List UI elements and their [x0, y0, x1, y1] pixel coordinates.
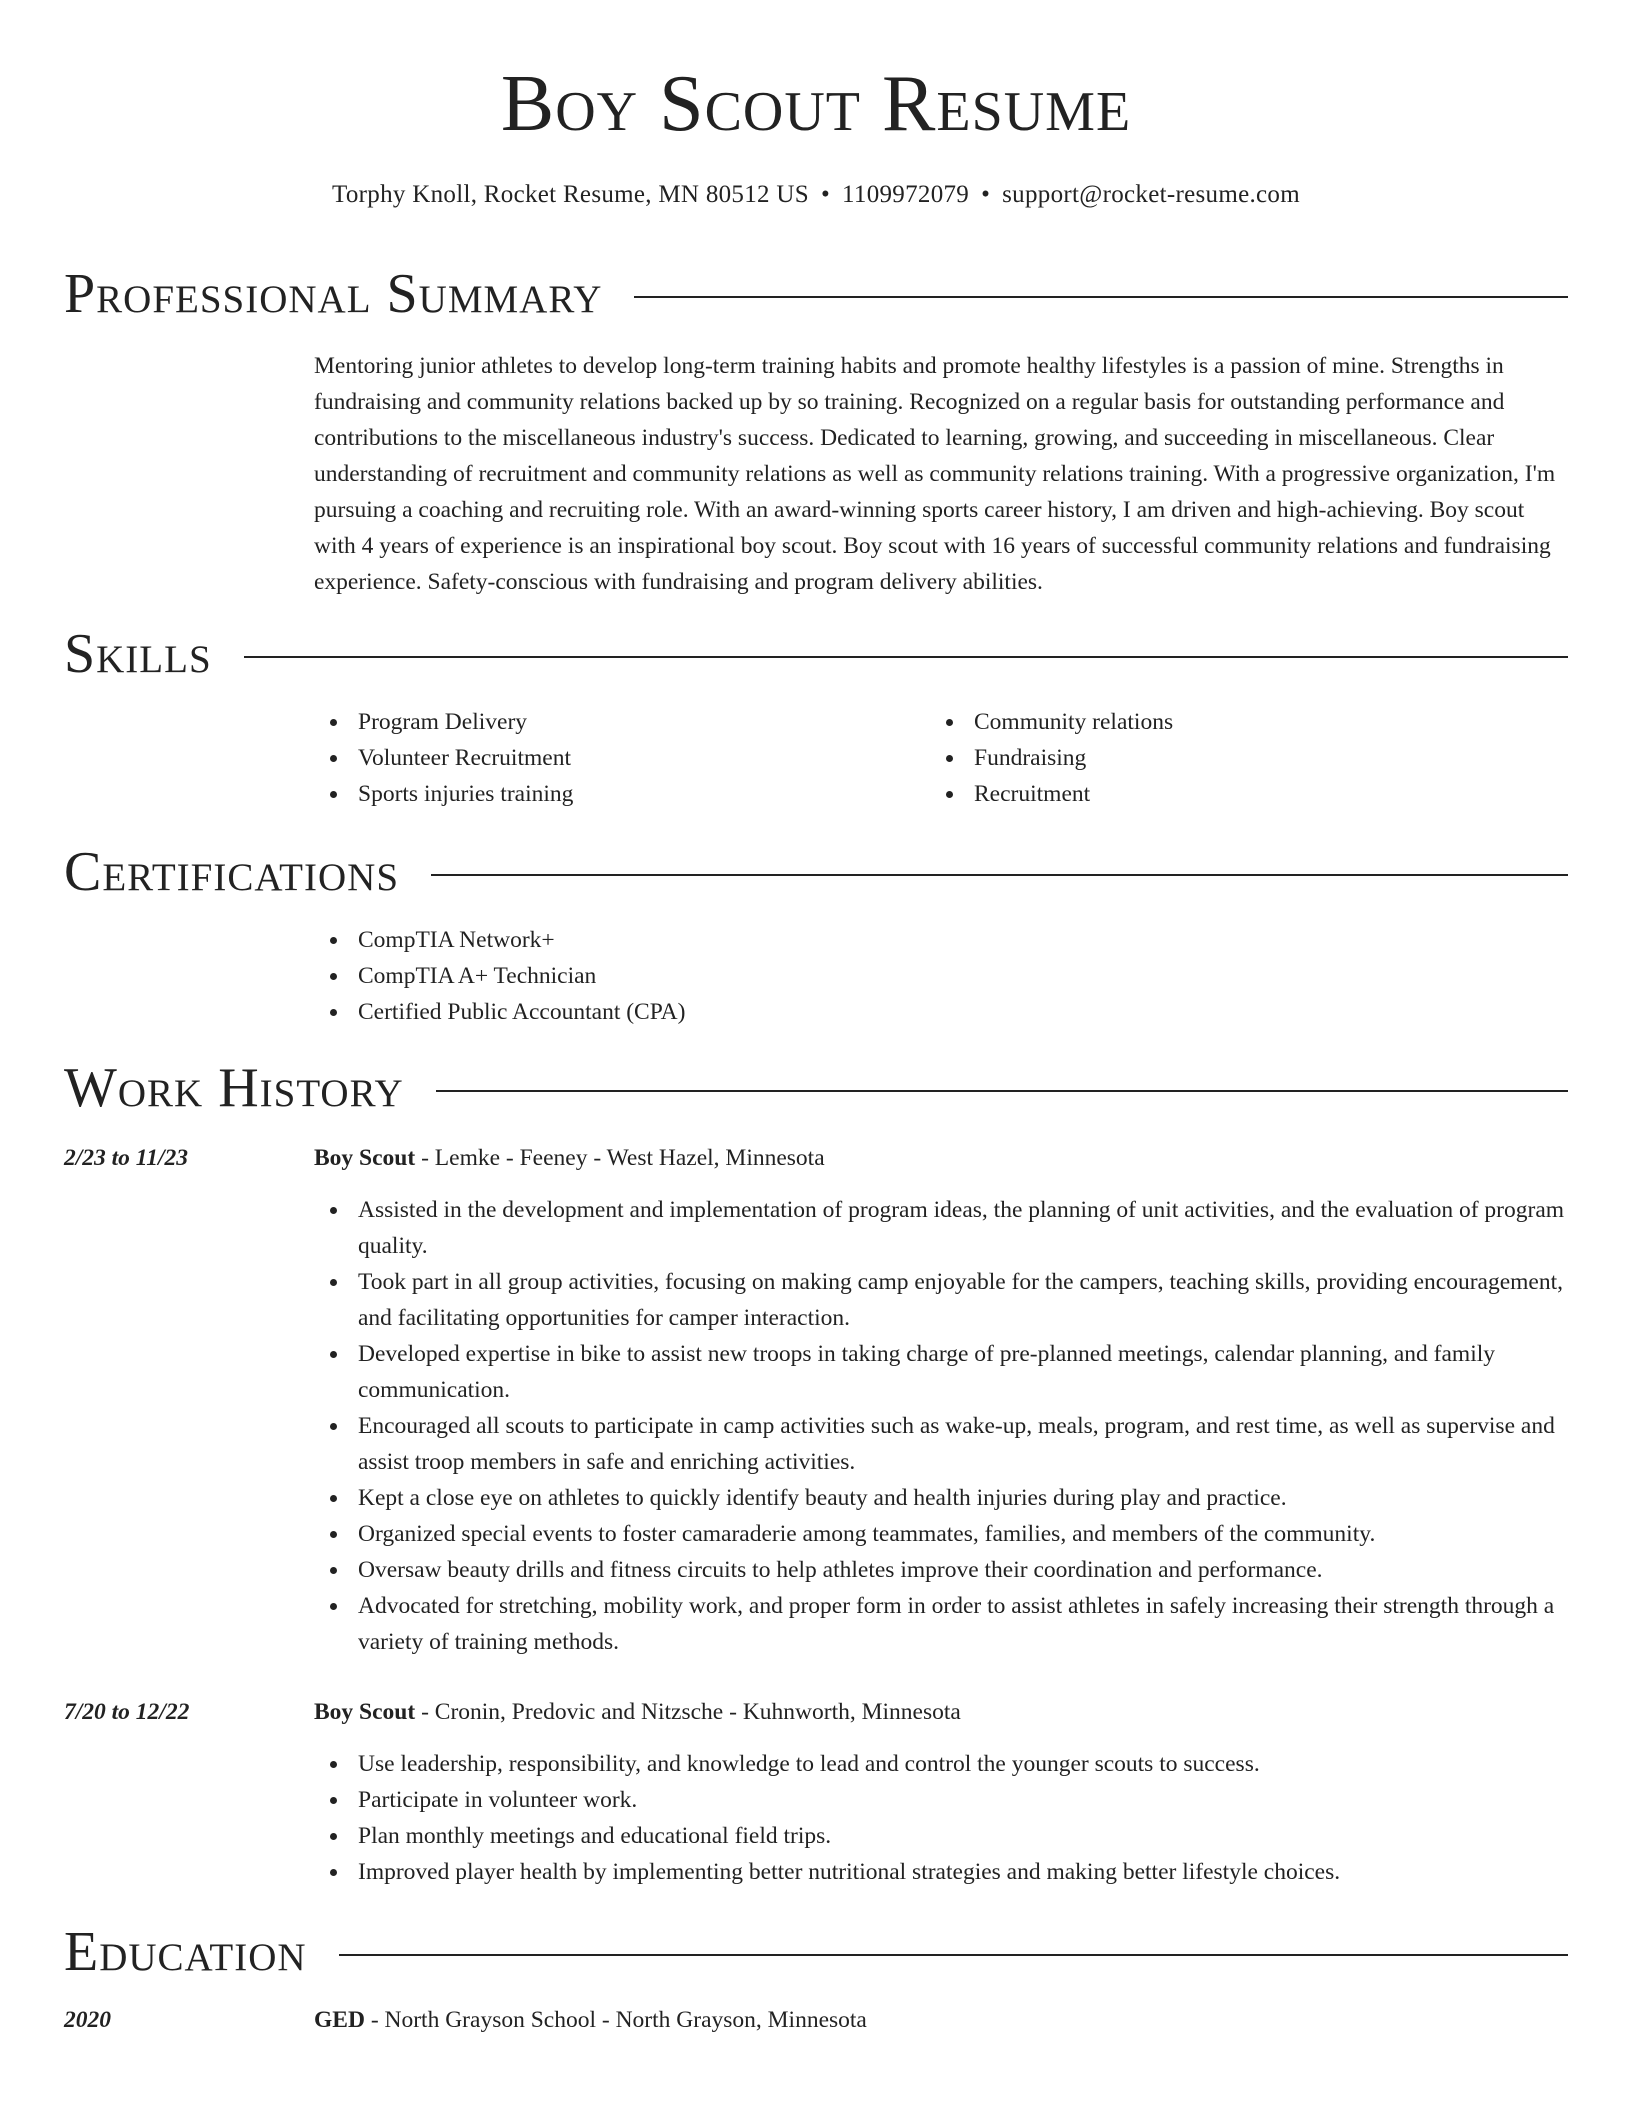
- summary-heading: Professional Summary: [64, 263, 603, 325]
- education-line: [314, 2002, 1568, 2038]
- job-bullets: [314, 1746, 1568, 1890]
- job-bullet: Kept a close eye on athletes to quickly identify beauty and health injuries during play and practice.: [314, 1480, 1568, 1516]
- summary-section-header: [64, 262, 1568, 326]
- summary-text: Mentoring junior athletes to develop long-term training habits and promote healthy lifestyles is a passion of mine. Strengths in fundraising and community relations backed up by so training. Recognized on a regular basis for outstanding performance and contributions to the miscellaneous industry's success. Dedicated to learning, growing, and succeeding in miscellaneous. Clear understanding of recruitment and community relations as well as community relations training. With a progressive organization, I'm pursuing a coaching and recruiting role. With an award-winning sports career history, I am driven and high-achieving. Boy scout with 4 years of experience is an inspirational boy scout. Boy scout with 16 years of successful community relations and fundraising experience. Safety-conscious with fundraising and program delivery abilities.: [314, 353, 1556, 595]
- summary-body: [314, 348, 1568, 600]
- skills-section-header: [64, 622, 1568, 686]
- job-dates: 7/20 to 12/22: [64, 1699, 190, 1725]
- skill-item: Fundraising: [930, 740, 1546, 776]
- skills-column-right: [930, 704, 1546, 812]
- job-bullet: Participate in volunteer work.: [314, 1782, 1568, 1818]
- skills-heading: Skills: [64, 623, 212, 685]
- section-divider: [431, 874, 1568, 876]
- job-bullet: Assisted in the development and implementation of program ideas, the planning of unit activities, and the evaluation of program quality.: [314, 1192, 1568, 1264]
- certifications-section-header: [64, 840, 1568, 904]
- contact-address: Torphy Knoll, Rocket Resume, MN 80512 US: [332, 181, 809, 208]
- job-bullet: Developed expertise in bike to assist new troops in taking charge of pre-planned meetings, calendar planning, and family communication.: [314, 1336, 1568, 1408]
- education-heading: Education: [64, 1921, 307, 1983]
- contact-separator: •: [820, 181, 831, 208]
- education-section-header: [64, 1920, 1568, 1984]
- job-title: Boy Scout: [314, 1699, 416, 1725]
- work-heading: Work History: [64, 1057, 404, 1119]
- section-divider: [436, 1090, 1568, 1092]
- education-degree: GED: [314, 2007, 365, 2033]
- job-dates: 2/23 to 11/23: [64, 1145, 189, 1171]
- skills-list: [314, 704, 1568, 812]
- job-bullet: Plan monthly meetings and educational field trips.: [314, 1818, 1568, 1854]
- job-title: Boy Scout: [314, 1145, 416, 1171]
- section-divider: [244, 656, 1568, 658]
- contact-line: [64, 180, 1568, 210]
- skill-item: Program Delivery: [314, 704, 930, 740]
- job-bullets: [314, 1192, 1568, 1660]
- job-entry: [64, 1694, 1568, 1890]
- job-bullet: Use leadership, responsibility, and knowledge to lead and control the younger scouts to success.: [314, 1746, 1568, 1782]
- skill-item: Volunteer Recruitment: [314, 740, 930, 776]
- work-section-header: [64, 1056, 1568, 1120]
- job-header: [64, 1140, 1568, 1176]
- skills-column-left: [314, 704, 930, 812]
- certification-item: CompTIA A+ Technician: [314, 958, 1568, 994]
- certifications-list: [314, 922, 1568, 1030]
- certifications-body: [314, 922, 1568, 1030]
- skill-item: Sports injuries training: [314, 776, 930, 812]
- job-title-line: [314, 1140, 1568, 1176]
- education-entry: [64, 2002, 1568, 2038]
- skill-item: Community relations: [930, 704, 1546, 740]
- job-duties: [314, 1746, 1568, 1890]
- section-divider: [339, 1954, 1568, 1956]
- certifications-heading: Certifications: [64, 841, 400, 903]
- job-bullet: Oversaw beauty drills and fitness circuits to help athletes improve their coordination and performance.: [314, 1552, 1568, 1588]
- job-title-line: [314, 1694, 1568, 1730]
- contact-phone: 1109972079: [842, 181, 970, 208]
- job-bullet: Advocated for stretching, mobility work, and proper form in order to assist athletes in safely increasing their strength through a variety of training methods.: [314, 1588, 1568, 1660]
- certification-item: CompTIA Network+: [314, 922, 1568, 958]
- job-bullet: Took part in all group activities, focusing on making camp enjoyable for the campers, teaching skills, providing encouragement, and facilitating opportunities for camper interaction.: [314, 1264, 1568, 1336]
- job-duties: [314, 1192, 1568, 1660]
- education-school: - North Grayson School - North Grayson, Minnesota: [364, 2007, 867, 2033]
- job-employer: - Cronin, Predovic and Nitzsche - Kuhnworth, Minnesota: [415, 1699, 961, 1725]
- education-year: 2020: [64, 2007, 111, 2033]
- job-entry: [64, 1140, 1568, 1660]
- job-bullet: Encouraged all scouts to participate in camp activities such as wake-up, meals, program, and rest time, as well as supervise and assist troop members in safe and enriching activities.: [314, 1408, 1568, 1480]
- job-header: [64, 1694, 1568, 1730]
- section-divider: [634, 296, 1568, 298]
- skill-item: Recruitment: [930, 776, 1546, 812]
- contact-email: support@rocket-resume.com: [1002, 181, 1300, 208]
- job-bullet: Organized special events to foster camaraderie among teammates, families, and members of the community.: [314, 1516, 1568, 1552]
- contact-separator: •: [981, 181, 991, 208]
- job-bullet: Improved player health by implementing better nutritional strategies and making better lifestyle choices.: [314, 1854, 1568, 1890]
- job-employer: - Lemke - Feeney - West Hazel, Minnesota: [415, 1145, 825, 1171]
- certification-item: Certified Public Accountant (CPA): [314, 994, 1568, 1030]
- resume-title: Boy Scout Resume: [500, 60, 1132, 148]
